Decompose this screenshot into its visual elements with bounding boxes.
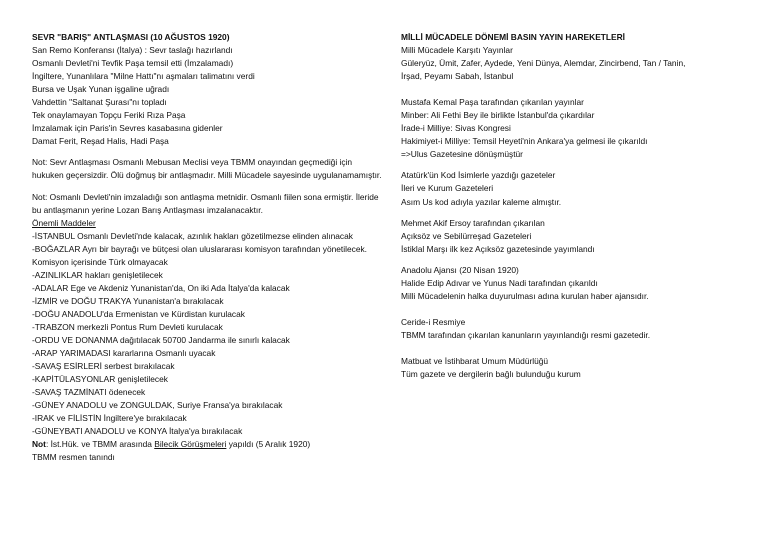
article-item: -ARAP YARIMADASI kararlarına Osmanlı uyacak <box>32 348 216 359</box>
press-title: MİLLİ MÜCADELE DÖNEMİ BASIN YAYIN HAREKETLERİ <box>401 32 625 42</box>
recognition-line: TBMM resmen tanındı <box>32 452 115 463</box>
section-line: İrade-i Milliye: Sivas Kongresi <box>401 123 511 134</box>
section-line: Açıksöz ve Sebilürreşad Gazeteleri <box>401 230 532 241</box>
section-line: Tüm gazete ve dergilerin bağlı bulunduğu kurum <box>401 368 581 379</box>
article-item: -TRABZON merkezli Pontus Rum Devleti kurulacak <box>32 321 223 332</box>
left-column <box>32 31 384 465</box>
sevr-line: İngiltere, Yunanlılara "Milne Hattı"nı aşmaları talimatını verdi <box>32 71 255 82</box>
article-item: -GÜNEY ANADOLU ve ZONGULDAK, Suriye Fransa'ya bırakılacak <box>32 400 283 411</box>
section-heading: Anadolu Ajansı (20 Nisan 1920) <box>401 264 519 275</box>
section-line: İstiklal Marşı ilk kez Açıksöz gazetesinde yayımlandı <box>401 243 595 254</box>
note-last-treaty: Not: Osmanlı Devleti'nin imzaladığı son antlaşma metnidir. Osmanlı fiilen sona ermiştir. İleride bu antlaşmanın yerine Lozan Barış Antlaşması imzalanacaktır. <box>32 191 379 215</box>
article-item: -KAPİTÜLASYONLAR genişletilecek <box>32 374 168 385</box>
sevr-title: SEVR "BARIŞ" ANTLAŞMASI (10 AĞUSTOS 1920) <box>32 32 230 42</box>
article-item: -ORDU VE DONANMA dağıtılacak 50700 Jandarma ile sınırlı kalacak <box>32 335 290 346</box>
section-heading: Mustafa Kemal Paşa tarafından çıkarılan yayınlar <box>401 97 584 108</box>
article-item: -GÜNEYBATI ANADOLU ve KONYA İtalya'ya bırakılacak <box>32 426 243 437</box>
note-text: yapıldı (5 Aralık 1920) <box>226 439 311 450</box>
section-heading: Atatürk'ün Kod İsimlerle yazdığı gazeteler <box>401 170 556 181</box>
section-line: TBMM tarafından çıkarılan kanunların yayınlandığı resmi gazetedir. <box>401 329 651 340</box>
article-item: -DOĞU ANADOLU'da Ermenistan ve Kürdistan kurulacak <box>32 308 245 319</box>
sevr-line: Damat Ferit, Reşad Halis, Hadi Paşa <box>32 136 169 147</box>
article-item: -ADALAR Ege ve Akdeniz Yunanistan'da, On iki Ada İtalya'da kalacak <box>32 282 290 293</box>
section-line: İleri ve Kurum Gazeteleri <box>401 183 494 194</box>
section-line: Minber: Ali Fethi Bey ile birlikte İstanbul'da çıkardılar <box>401 110 595 121</box>
note-validity: Not: Sevr Antlaşması Osmanlı Mebusan Meclisi veya TBMM onayından geçmediği için hukuken geçersizdir. Ölü doğmuş bir antlaşmadır. Milli Mücadele sayesinde uygulanamamıştır. <box>32 157 382 181</box>
section-heading: Matbuat ve İstihbarat Umum Müdürlüğü <box>401 355 549 366</box>
article-item: -BOĞAZLAR Ayrı bir bayrağı ve bütçesi olan uluslararası komisyon tarafından yönetilecek. Komisyon içerisinde Türk olmayacak <box>32 243 368 267</box>
bilecik-note <box>32 438 384 451</box>
article-item: -IRAK ve FİLİSTİN İngiltere'ye bırakılacak <box>32 413 187 424</box>
sevr-line: San Remo Konferansı (İtalya) : Sevr taslağı hazırlandı <box>32 45 233 56</box>
important-articles-heading: Önemli Maddeler <box>32 217 96 228</box>
section-heading: Milli Mücadele Karşıtı Yayınlar <box>401 45 513 56</box>
sevr-line: Vahdettin "Saltanat Şurası"nı topladı <box>32 97 167 108</box>
sevr-line: İmzalamak için Paris'in Sevres kasabasına gidenler <box>32 123 223 134</box>
sevr-line: Tek onaylamayan Topçu Feriki Rıza Paşa <box>32 110 186 121</box>
section-line: Güleryüz, Ümit, Zafer, Aydede, Yeni Dünya, Alemdar, Zincirbend, Tan / Tanin, <box>401 58 686 69</box>
article-item: -AZINLIKLAR hakları genişletilecek <box>32 269 163 280</box>
section-line: Hakimiyet-i Milliye: Temsil Heyeti'nin Ankara'ya gelmesi ile çıkarıldı <box>401 136 648 147</box>
article-item: -İZMİR ve DOĞU TRAKYA Yunanistan'a bırakılacak <box>32 295 224 306</box>
section-line: Milli Mücadelenin halka duyurulması adına kurulan haber ajansıdır. <box>401 290 649 301</box>
sevr-line: Osmanlı Devleti'ni Tevfik Paşa temsil etti (İmzalamadı) <box>32 58 234 69</box>
right-column <box>401 31 751 381</box>
section-line: Halide Edip Adıvar ve Yunus Nadi tarafından çıkarıldı <box>401 277 598 288</box>
section-heading: Ceride-i Resmiye <box>401 316 466 327</box>
article-item: -SAVAŞ TAZMİNATI ödenecek <box>32 387 146 398</box>
section-line: İrşad, Peyamı Sabah, İstanbul <box>401 71 514 82</box>
section-line: Asım Us kod adıyla yazılar kaleme almıştır. <box>401 196 562 207</box>
sevr-line: Bursa ve Uşak Yunan işgaline uğradı <box>32 84 170 95</box>
note-label: Not <box>32 439 46 450</box>
note-text: : İst.Hük. ve TBMM arasında <box>45 439 155 450</box>
article-item: -İSTANBUL Osmanlı Devleti'nde kalacak, azınlık hakları gözetilmezse elinden alınacak <box>32 230 353 241</box>
section-line: =>Ulus Gazetesine dönüşmüştür <box>401 149 523 160</box>
bilecik-link: Bilecik Görüşmeleri <box>154 439 227 450</box>
section-heading: Mehmet Akif Ersoy tarafından çıkarılan <box>401 217 545 228</box>
article-item: -SAVAŞ ESİRLERİ serbest bırakılacak <box>32 361 175 372</box>
